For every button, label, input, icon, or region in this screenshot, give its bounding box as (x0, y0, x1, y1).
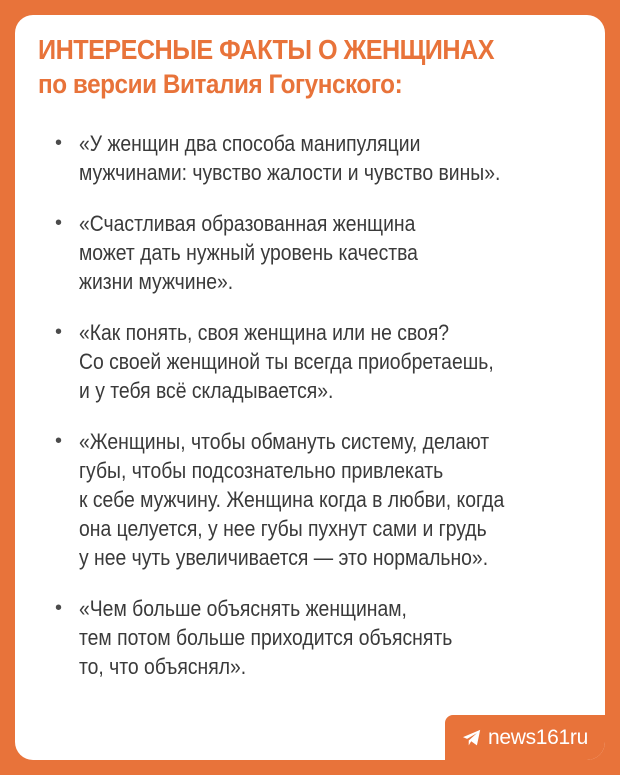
fact-line: мужчинами: чувство жалости и чувство вины». (79, 160, 501, 185)
brand-badge[interactable] (445, 715, 605, 760)
card (15, 15, 605, 760)
fact-item (55, 594, 600, 681)
bullet-icon: • (55, 321, 63, 343)
fact-line: может дать нужный уровень качества (79, 240, 418, 265)
fact-line: у нее чуть увеличивается — это нормально». (79, 545, 489, 570)
fact-line: губы, чтобы подсознательно привлекать (79, 458, 444, 483)
fact-line: «Как понять, своя женщина или не своя? (79, 320, 450, 345)
telegram-icon (462, 729, 482, 747)
fact-line: то, что объяснял». (79, 654, 247, 679)
fact-item (55, 129, 600, 187)
fact-item (55, 427, 600, 572)
bullet-icon: • (55, 597, 63, 619)
fact-line: и у тебя всё складывается». (79, 378, 334, 403)
fact-line: к себе мужчину. Женщина когда в любви, когда (79, 487, 505, 512)
fact-item (55, 318, 600, 405)
fact-item (55, 209, 600, 296)
fact-line: Со своей женщиной ты всегда приобретаешь, (79, 349, 494, 374)
facts-list (55, 129, 600, 703)
page-title: ИНТЕРЕСНЫЕ ФАКТЫ О ЖЕНЩИНАХ (38, 34, 494, 65)
fact-line: она целуется, у нее губы пухнут сами и грудь (79, 516, 487, 541)
page-subtitle: по версии Виталия Гогунского: (38, 69, 403, 99)
fact-line: жизни мужчине». (79, 269, 234, 294)
fact-line: тем потом больше приходится объяснять (79, 625, 453, 650)
bullet-icon: • (55, 430, 63, 452)
brand-name: news161ru (487, 725, 589, 749)
fact-line: «Чем больше объяснять женщинам, (79, 596, 407, 621)
fact-line: «Счастливая образованная женщина (79, 211, 416, 236)
bullet-icon: • (55, 212, 63, 234)
fact-line: «У женщин два способа манипуляции (79, 131, 421, 156)
fact-line: «Женщины, чтобы обмануть систему, делают (79, 429, 490, 454)
bullet-icon: • (55, 132, 63, 154)
